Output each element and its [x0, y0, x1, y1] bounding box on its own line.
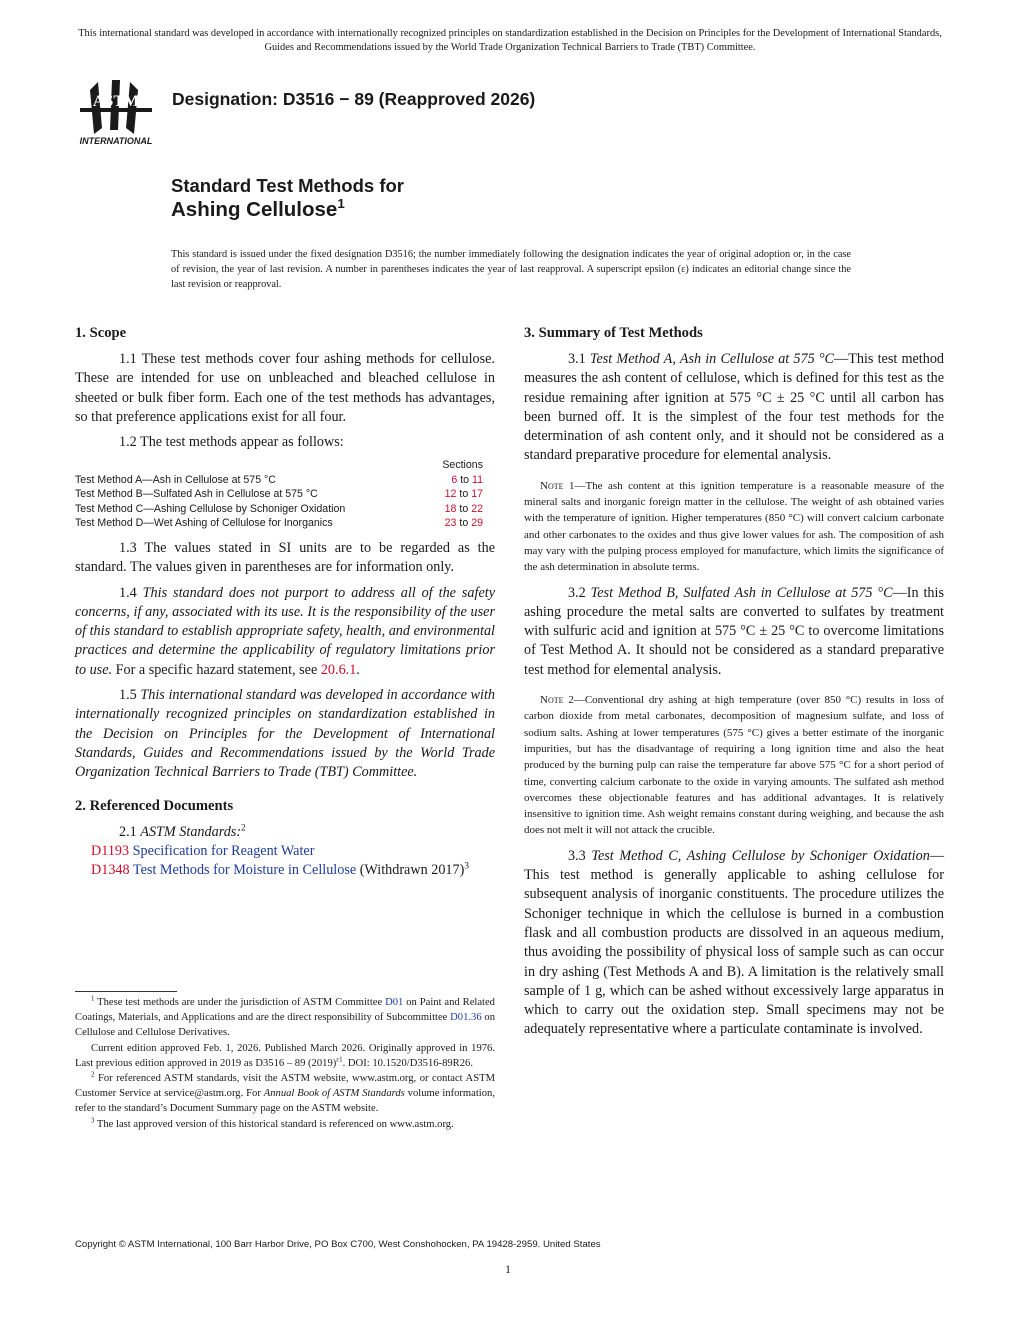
method-c-title: Test Method C, Ashing Cellulose by Schoniger Oxidation [591, 847, 930, 864]
footnote-3 [75, 1117, 495, 1132]
wto-statement: This international standard was developed in accordance with internationally recognized principles on standardization established in the Decision on Principles for the Development of International Standards, Guides and Recommendations issued by the World Trade Organization Technical Barriers to Trade (TBT) Committee. [75, 687, 495, 781]
paragraph-3-1 [524, 350, 944, 466]
hazard-link[interactable]: 20.6.1 [320, 661, 357, 678]
section-link[interactable]: 29 [471, 517, 483, 530]
designation: Designation: D3516 − 89 (Reapproved 2026) [172, 89, 536, 109]
footnote-1 [75, 995, 495, 1041]
logo-subtext: INTERNATIONAL [79, 136, 153, 146]
section-range [430, 502, 483, 517]
para-number: 2.1 [119, 823, 137, 840]
footnote-text: volume information, refer to the standard’s Document Summary page on the ASTM website. [75, 1088, 495, 1115]
footnote-mark: 1 [91, 995, 95, 1003]
hazard-text: For a specific hazard statement, see [115, 661, 318, 678]
annual-book-title: Annual Book of ASTM Standards [263, 1088, 405, 1100]
committee-link[interactable]: D01 [385, 997, 404, 1008]
reference-code-link[interactable]: D1348 [91, 862, 130, 879]
reference-title-link[interactable]: Specification for Reagent Water [132, 842, 315, 859]
table-row [75, 487, 483, 502]
section-range [430, 516, 483, 531]
test-methods-table [75, 458, 483, 531]
astm-standards-label: ASTM Standards: [140, 823, 242, 840]
footnotes [75, 991, 495, 1132]
section-range [430, 487, 483, 502]
footnote-rule [75, 991, 177, 992]
section-link[interactable]: 22 [471, 502, 483, 515]
title-line-2 [171, 197, 404, 223]
method-name: Test Method A—Ash in Cellulose at 575 °C [75, 473, 276, 486]
reference-item [91, 861, 495, 880]
to-word: to [460, 473, 470, 486]
section-link[interactable]: 18 [444, 502, 457, 515]
paragraph-1-2: 1.2 The test methods appear as follows: [119, 434, 344, 451]
paragraph-3-2 [524, 584, 944, 680]
section-link[interactable]: 17 [471, 488, 483, 501]
section-link[interactable]: 6 [451, 473, 458, 486]
method-a-text: —This test method measures the ash content of cellulose, which is defined for this test as the residue remaining after ignition at 575 °C ± 25 °C until all carbon has been burned off. It is the simplest of the four test methods for the determination of ash content only, and it should not be considered as a standard preparative procedure for elemental analysis. [524, 351, 945, 464]
footnote-text: on Cellulose and Cellulose Derivatives. [75, 1012, 495, 1039]
left-column [75, 324, 495, 880]
withdrawn-note: (Withdrawn 2017) [356, 862, 465, 879]
table-header-row [75, 458, 483, 473]
footnote-mark: 2 [91, 1071, 95, 1079]
astm-logo-mark [80, 80, 152, 134]
paragraph-2-1 [75, 823, 495, 842]
reference-title-link[interactable]: Test Methods for Moisture in Cellulose [132, 862, 357, 879]
footnote-mark: 3 [464, 860, 469, 871]
edition-text: Current edition approved Feb. 1, 2026. Published March 2026. Originally approved in 1976. Last previous edition approved in 2019 as D3516 – 89 (2019) [75, 1042, 495, 1069]
method-name: Test Method B—Sulfated Ash in Cellulose at 575 °C [75, 488, 318, 501]
section-link[interactable]: 11 [472, 473, 483, 486]
table-row [75, 516, 483, 531]
copyright-line: Copyright © ASTM International, 100 Barr Harbor Drive, PO Box C700, West Conshohocken, PA 19428-2959. United States [75, 1239, 601, 1250]
reference-item [91, 842, 495, 861]
method-c-text: —This test method is generally applicable to ashing cellulose for subsequent analysis of inorganic constituents. The procedure utilizes the Schoniger technique in which the cellulose is burned in a combustion flask and all combustion products are dissolved in an aqueous medium, thus avoiding the possibility of physical loss of sample such as can occur in dry ashing (Test Methods A and B). A limitation is the relatively small sample of 1 g, which can be ashed without excessively large apparatus in which to carry out the oxidation step. Small specimens may not be adequately representative where a particulate contaminate is involved. [524, 847, 944, 1038]
method-b-text: —In this ashing procedure the metal salts are converted to sulfates by treatment with sulfuric acid and ignition at 575 °C ± 25 °C to overcome limitations of Test Method A. It should not be considered as a standard preparative test method for elemental analysis. [524, 584, 944, 678]
section-link[interactable]: 12 [444, 488, 457, 501]
to-word: to [459, 488, 469, 501]
footnote-text: These test methods are under the jurisdiction of ASTM Committee [97, 997, 383, 1008]
period: . [356, 661, 360, 678]
doi-text: . DOI: 10.1520/D3516-89R26. [342, 1057, 473, 1069]
standardization-notice: This international standard was developed in accordance with internationally recognized principles on standardization established in the Decision on Principles for the Development of International Standards, Guides and Recommendations issued by the World Trade Organization Technical Barriers to Trade (TBT) Committee. [78, 28, 942, 53]
page-number: 1 [505, 1262, 511, 1276]
title-text: Ashing Cellulose [171, 198, 338, 221]
footnote-mark: 3 [91, 1117, 95, 1125]
para-number: 1.5 [119, 687, 137, 704]
footnote-text: For referenced ASTM standards, visit the ASTM website, www.astm.org, or contact ASTM Customer Service at service@astm.org. For [75, 1073, 495, 1100]
para-number: 3.3 [568, 847, 586, 864]
logo-lettering: ASTM [92, 93, 140, 110]
epsilon-mark: ε1 [336, 1056, 343, 1064]
para-number: 3.1 [568, 351, 586, 367]
note-label: Note 1 [540, 479, 575, 492]
footnote-text: on Paint and Related Coatings, Materials, and Applications and are the direct responsibility of Subcommittee [75, 997, 495, 1024]
title-line-1: Standard Test Methods for [171, 175, 404, 196]
document-title [171, 175, 404, 223]
referenced-documents-heading: 2. Referenced Documents [75, 797, 234, 814]
subcommittee-link[interactable]: D01.36 [450, 1012, 482, 1024]
reference-code-link[interactable]: D1193 [91, 842, 130, 859]
para-number: 1.4 [119, 584, 137, 601]
note-label: Note 2 [540, 694, 574, 707]
footnote-text: The last approved version of this historical standard is referenced on www.astm.org. [96, 1118, 454, 1130]
table-row [75, 473, 483, 488]
method-name: Test Method C—Ashing Cellulose by Schoniger Oxidation [75, 502, 346, 515]
paragraph-1-4 [75, 584, 495, 680]
footnote-mark: 2 [241, 821, 246, 832]
to-word: to [459, 502, 469, 515]
note-1 [524, 478, 944, 576]
paragraph-1-3: 1.3 The values stated in SI units are to be regarded as the standard. The values given in parentheses are for information only. [75, 539, 495, 576]
table-row [75, 502, 483, 517]
method-name: Test Method D—Wet Ashing of Cellulose for Inorganics [75, 517, 333, 530]
title-footnote-mark: 1 [337, 196, 345, 212]
para-number: 3.2 [568, 584, 586, 601]
note-2 [524, 692, 944, 839]
section-link[interactable]: 23 [444, 517, 457, 530]
summary-heading: 3. Summary of Test Methods [524, 325, 703, 341]
footnote-1-edition [75, 1041, 495, 1071]
safety-caveat: This standard does not purport to address all of the safety concerns, if any, associated with its use. It is the responsibility of the user of this standard to establish appropriate safety, health, and environmental practices and determine the applicability of regulatory limitations prior to use. [75, 584, 495, 678]
paragraph-1-5 [75, 686, 495, 782]
right-column [524, 324, 944, 1046]
method-b-title: Test Method B, Sulfated Ash in Cellulose at 575 °C [590, 584, 893, 601]
method-a-title: Test Method A, Ash in Cellulose at 575 °C [589, 351, 834, 367]
sections-header: Sections [442, 459, 483, 472]
to-word: to [459, 517, 469, 530]
note-text: —Conventional dry ashing at high temperature (over 850 °C) results in loss of carbon dioxide from metal carbonates, decomposition of magnesium sulfate, and loss of sodium salts. Ashing at lower temperatures (575 °C) gives a better estimate of the inorganic impurities, but has the disadvantage of requiring a long ignition time and also the heat produced by the burning pulp can raise the temperature far above 575 °C for a short period of time, converting calcium carbonate to the oxide in varying amounts. The sulfated ash method overcomes these objectionable features and has additional advantages. It is relatively insensitive to ignition time. Ash weight remains constant during weighing, and because the ash does not melt it will not attack the crucible. [524, 694, 944, 837]
scope-heading: 1. Scope [75, 325, 127, 341]
designation-explanation: This standard is issued under the fixed designation D3516; the number immediately following the designation indicates the year of original adoption or, in the case of revision, the year of last revision. A number in parentheses indicates the year of last reapproval. A superscript epsilon (ε) indicates an editorial change since the last revision or reapproval. [171, 249, 851, 291]
footnote-2 [75, 1071, 495, 1117]
paragraph-1-1: 1.1 These test methods cover four ashing methods for cellulose. These are intended for use on unbleached and bleached cellulose in sheeted or bulk fiber form. Each one of the test methods has advantages, so that preference applications exist for all four. [75, 351, 495, 425]
paragraph-3-3 [524, 847, 944, 1040]
section-range [430, 473, 483, 488]
astm-logo [68, 78, 164, 146]
note-text: —The ash content at this ignition temperature is a reasonable measure of the mineral salts and inorganic foreign matter in the cellulose. The weight of ash obtained varies with the temperature of ignition. Higher temperatures (850 °C) will convert calcium carbonate and other carbonates to the oxides and thus give lower values for ash. The composition of ash may vary with the pulping process employed for manufacture, which limits the significance of the ash determination in absolute terms. [524, 479, 945, 574]
